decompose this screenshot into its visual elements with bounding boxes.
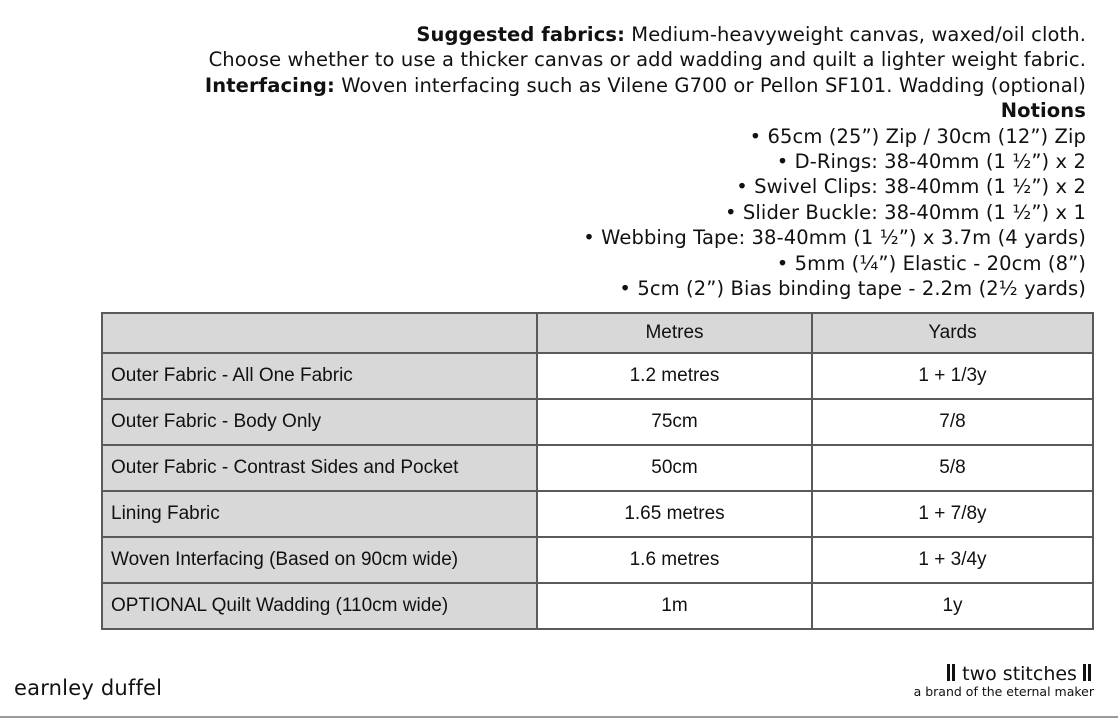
table-row xyxy=(102,537,1093,583)
fabric-label: Outer Fabric - Body Only xyxy=(102,399,537,445)
table-row xyxy=(102,399,1093,445)
suggested-fabrics-text: Medium-heavyweight canvas, waxed/oil cloth. xyxy=(624,23,1086,46)
bottom-divider xyxy=(0,716,1118,718)
notion-item: • Slider Buckle: 38-40mm (1 ½”) x 1 xyxy=(725,200,1086,224)
header-yards: Yards xyxy=(812,313,1093,353)
yards-value: 1 + 3/4y xyxy=(812,537,1093,583)
table-row xyxy=(102,583,1093,629)
interfacing-text: Woven interfacing such as Vilene G700 or Pellon SF101. Wadding (optional) xyxy=(334,73,1086,97)
notion-item: • 65cm (25”) Zip / 30cm (12”) Zip xyxy=(749,124,1086,148)
brand-name-line xyxy=(914,663,1092,685)
fabric-label: Outer Fabric - Contrast Sides and Pocket xyxy=(102,445,537,491)
notion-item: • D-Rings: 38-40mm (1 ½”) x 2 xyxy=(776,150,1086,174)
pattern-name: earnley duffel xyxy=(14,676,163,700)
fabric-label: Woven Interfacing (Based on 90cm wide) xyxy=(102,537,537,583)
yards-value: 7/8 xyxy=(812,399,1093,445)
interfacing-line xyxy=(205,73,1086,98)
metres-value: 1.65 metres xyxy=(537,491,812,537)
table-header-row xyxy=(102,313,1093,353)
table-row xyxy=(102,491,1093,537)
fabric-label: Lining Fabric xyxy=(102,491,537,537)
header-metres: Metres xyxy=(537,313,812,353)
brand-tagline: a brand of the eternal maker xyxy=(913,684,1094,699)
stitch-bars-icon xyxy=(947,664,956,681)
yards-value: 5/8 xyxy=(812,445,1093,491)
metres-value: 1m xyxy=(537,583,812,629)
metres-value: 1.2 metres xyxy=(537,353,812,399)
yards-value: 1y xyxy=(812,583,1093,629)
notion-item: • 5cm (2”) Bias binding tape - 2.2m (2½ yards) xyxy=(619,277,1086,301)
notion-item: • Webbing Tape: 38-40mm (1 ½”) x 3.7m (4 yards) xyxy=(583,226,1086,250)
fabric-label: OPTIONAL Quilt Wadding (110cm wide) xyxy=(102,583,537,629)
metres-value: 1.6 metres xyxy=(537,537,812,583)
notions-heading: Notions xyxy=(1000,99,1086,123)
notion-item: • Swivel Clips: 38-40mm (1 ½”) x 2 xyxy=(736,175,1086,199)
suggested-fabrics-line xyxy=(205,22,1086,47)
yards-value: 1 + 7/8y xyxy=(812,491,1093,537)
requirements-intro xyxy=(205,22,1086,301)
table-row xyxy=(102,353,1093,399)
metres-value: 75cm xyxy=(537,399,812,445)
header-blank-cell xyxy=(102,313,537,353)
yards-value: 1 + 1/3y xyxy=(812,353,1093,399)
suggested-fabrics-label: Suggested fabrics: xyxy=(416,23,625,46)
brand-logo xyxy=(914,663,1092,699)
fabric-label: Outer Fabric - All One Fabric xyxy=(102,353,537,399)
fabric-requirements-table xyxy=(101,312,1094,630)
interfacing-label: Interfacing: xyxy=(204,73,335,97)
stitch-bars-icon xyxy=(1083,664,1092,681)
notion-item: • 5mm (¼”) Elastic - 20cm (8”) xyxy=(776,251,1086,275)
metres-value: 50cm xyxy=(537,445,812,491)
brand-name: two stitches xyxy=(962,663,1077,685)
table-row xyxy=(102,445,1093,491)
choose-fabric-line: Choose whether to use a thicker canvas or add wadding and quilt a lighter weight fabric. xyxy=(208,48,1086,72)
